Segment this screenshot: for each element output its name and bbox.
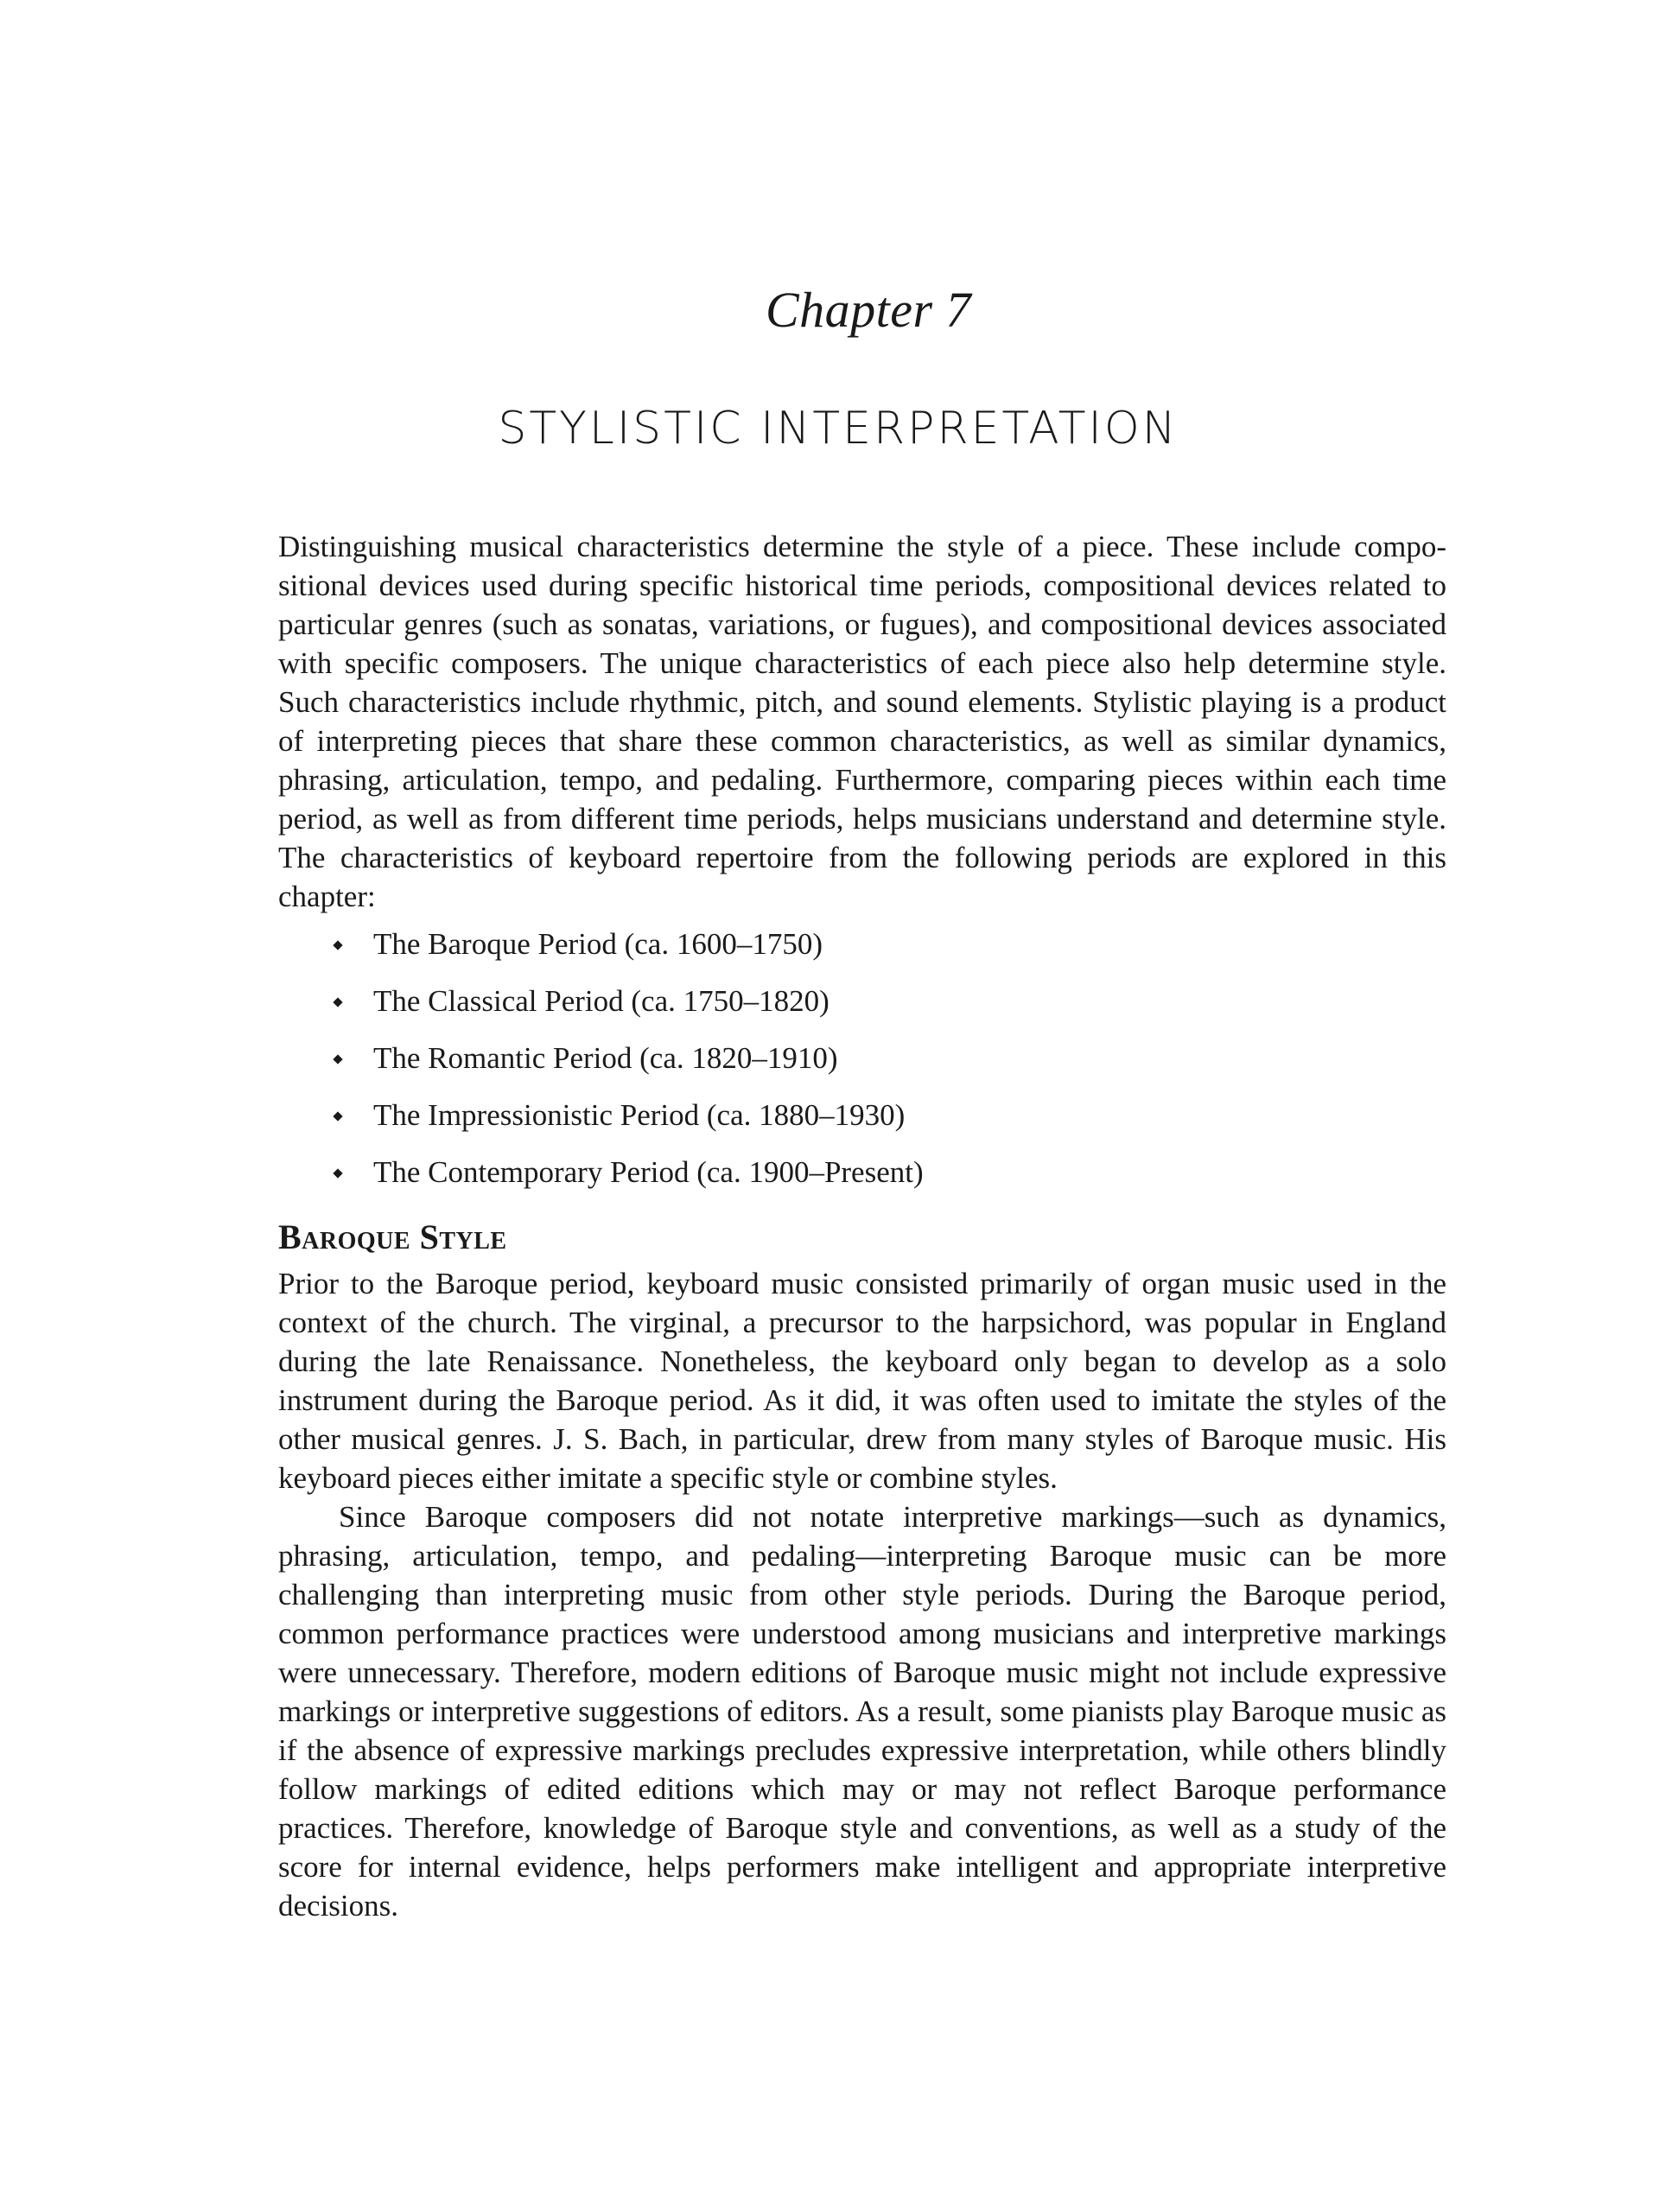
period-label: The Classical Period (ca. 1750–1820) [373,984,830,1018]
diamond-bullet-icon [333,940,342,950]
list-item [334,982,1446,1020]
list-item [334,1153,1446,1192]
section-heading-baroque-style: Baroque Style [278,1217,507,1256]
list-item [334,1096,1446,1135]
chapter-body [278,527,1446,1925]
list-item [334,1039,1446,1077]
baroque-paragraph-2: Since Baroque composers did not notate interpretive markings—such as dynamics, phrasing, articulation, tempo, and pedaling—interpreting Baroque music can be more challenging than interpreting music from other style periods. During the Baroque period, common performance practices were understood among musicians and interpretive markings were unnecessary. Therefore, modern editions of Baroque music might not include expressive markings or interpretive suggestions of editors. As a result, some pianists play Baroque music as if the absence of expressive markings precludes expressive interpretation, while others blindly follow markings of edited editions which may or may not reflect Baroque performance practices. Therefore, knowledge of Baroque style and conventions, as well as a study of the score for internal evidence, helps performers make intelligent and appropriate interpretive decisions. [278,1500,1446,1923]
period-label: The Baroque Period (ca. 1600–1750) [373,927,823,961]
diamond-bullet-icon [333,1168,342,1178]
diamond-bullet-icon [333,1054,342,1064]
diamond-bullet-icon [333,997,342,1007]
diamond-bullet-icon [333,1111,342,1121]
chapter-label: Chapter 7 [765,282,972,338]
chapter-title: STYLISTIC INTERPRETATION [498,403,1179,454]
period-label: The Contemporary Period (ca. 1900–Present) [373,1155,924,1189]
list-item [334,925,1446,963]
intro-paragraph: Distinguishing musical characteristics determine the style of a piece. These include compositional devices used during specific historical time periods, compositional devices related to particular genres (such as sonatas, variations, or fugues), and compositional devices associated with specific composers. The unique characteristics of each piece also help determine style. Such characteristics include rhythmic, pitch, and sound elements. Stylistic playing is a product of interpreting pieces that share these common characteristics, as well as similar dynamics, phrasing, articulation, tempo, and pedaling. Furthermore, comparing pieces within each time period, as well as from different time periods, helps musicians understand and determine style. The characteristics of keyboard repertoire from the following periods are explored in this chapter: [278,530,1446,913]
baroque-paragraph-1: Prior to the Baroque period, keyboard music consisted primarily of organ music used in the context of the church. The virginal, a precursor to the harpsichord, was popular in England during the late Renaissance. Nonetheless, the keyboard only began to develop as a solo instrument during the Baroque period. As it did, it was often used to imitate the styles of the other musical genres. J. S. Bach, in particular, drew from many styles of Baroque music. His keyboard pieces either imitate a specific style or combine styles. [278,1267,1446,1495]
period-list [278,925,1446,1192]
period-label: The Impressionistic Period (ca. 1880–1930) [373,1098,906,1132]
period-label: The Romantic Period (ca. 1820–1910) [373,1041,838,1075]
